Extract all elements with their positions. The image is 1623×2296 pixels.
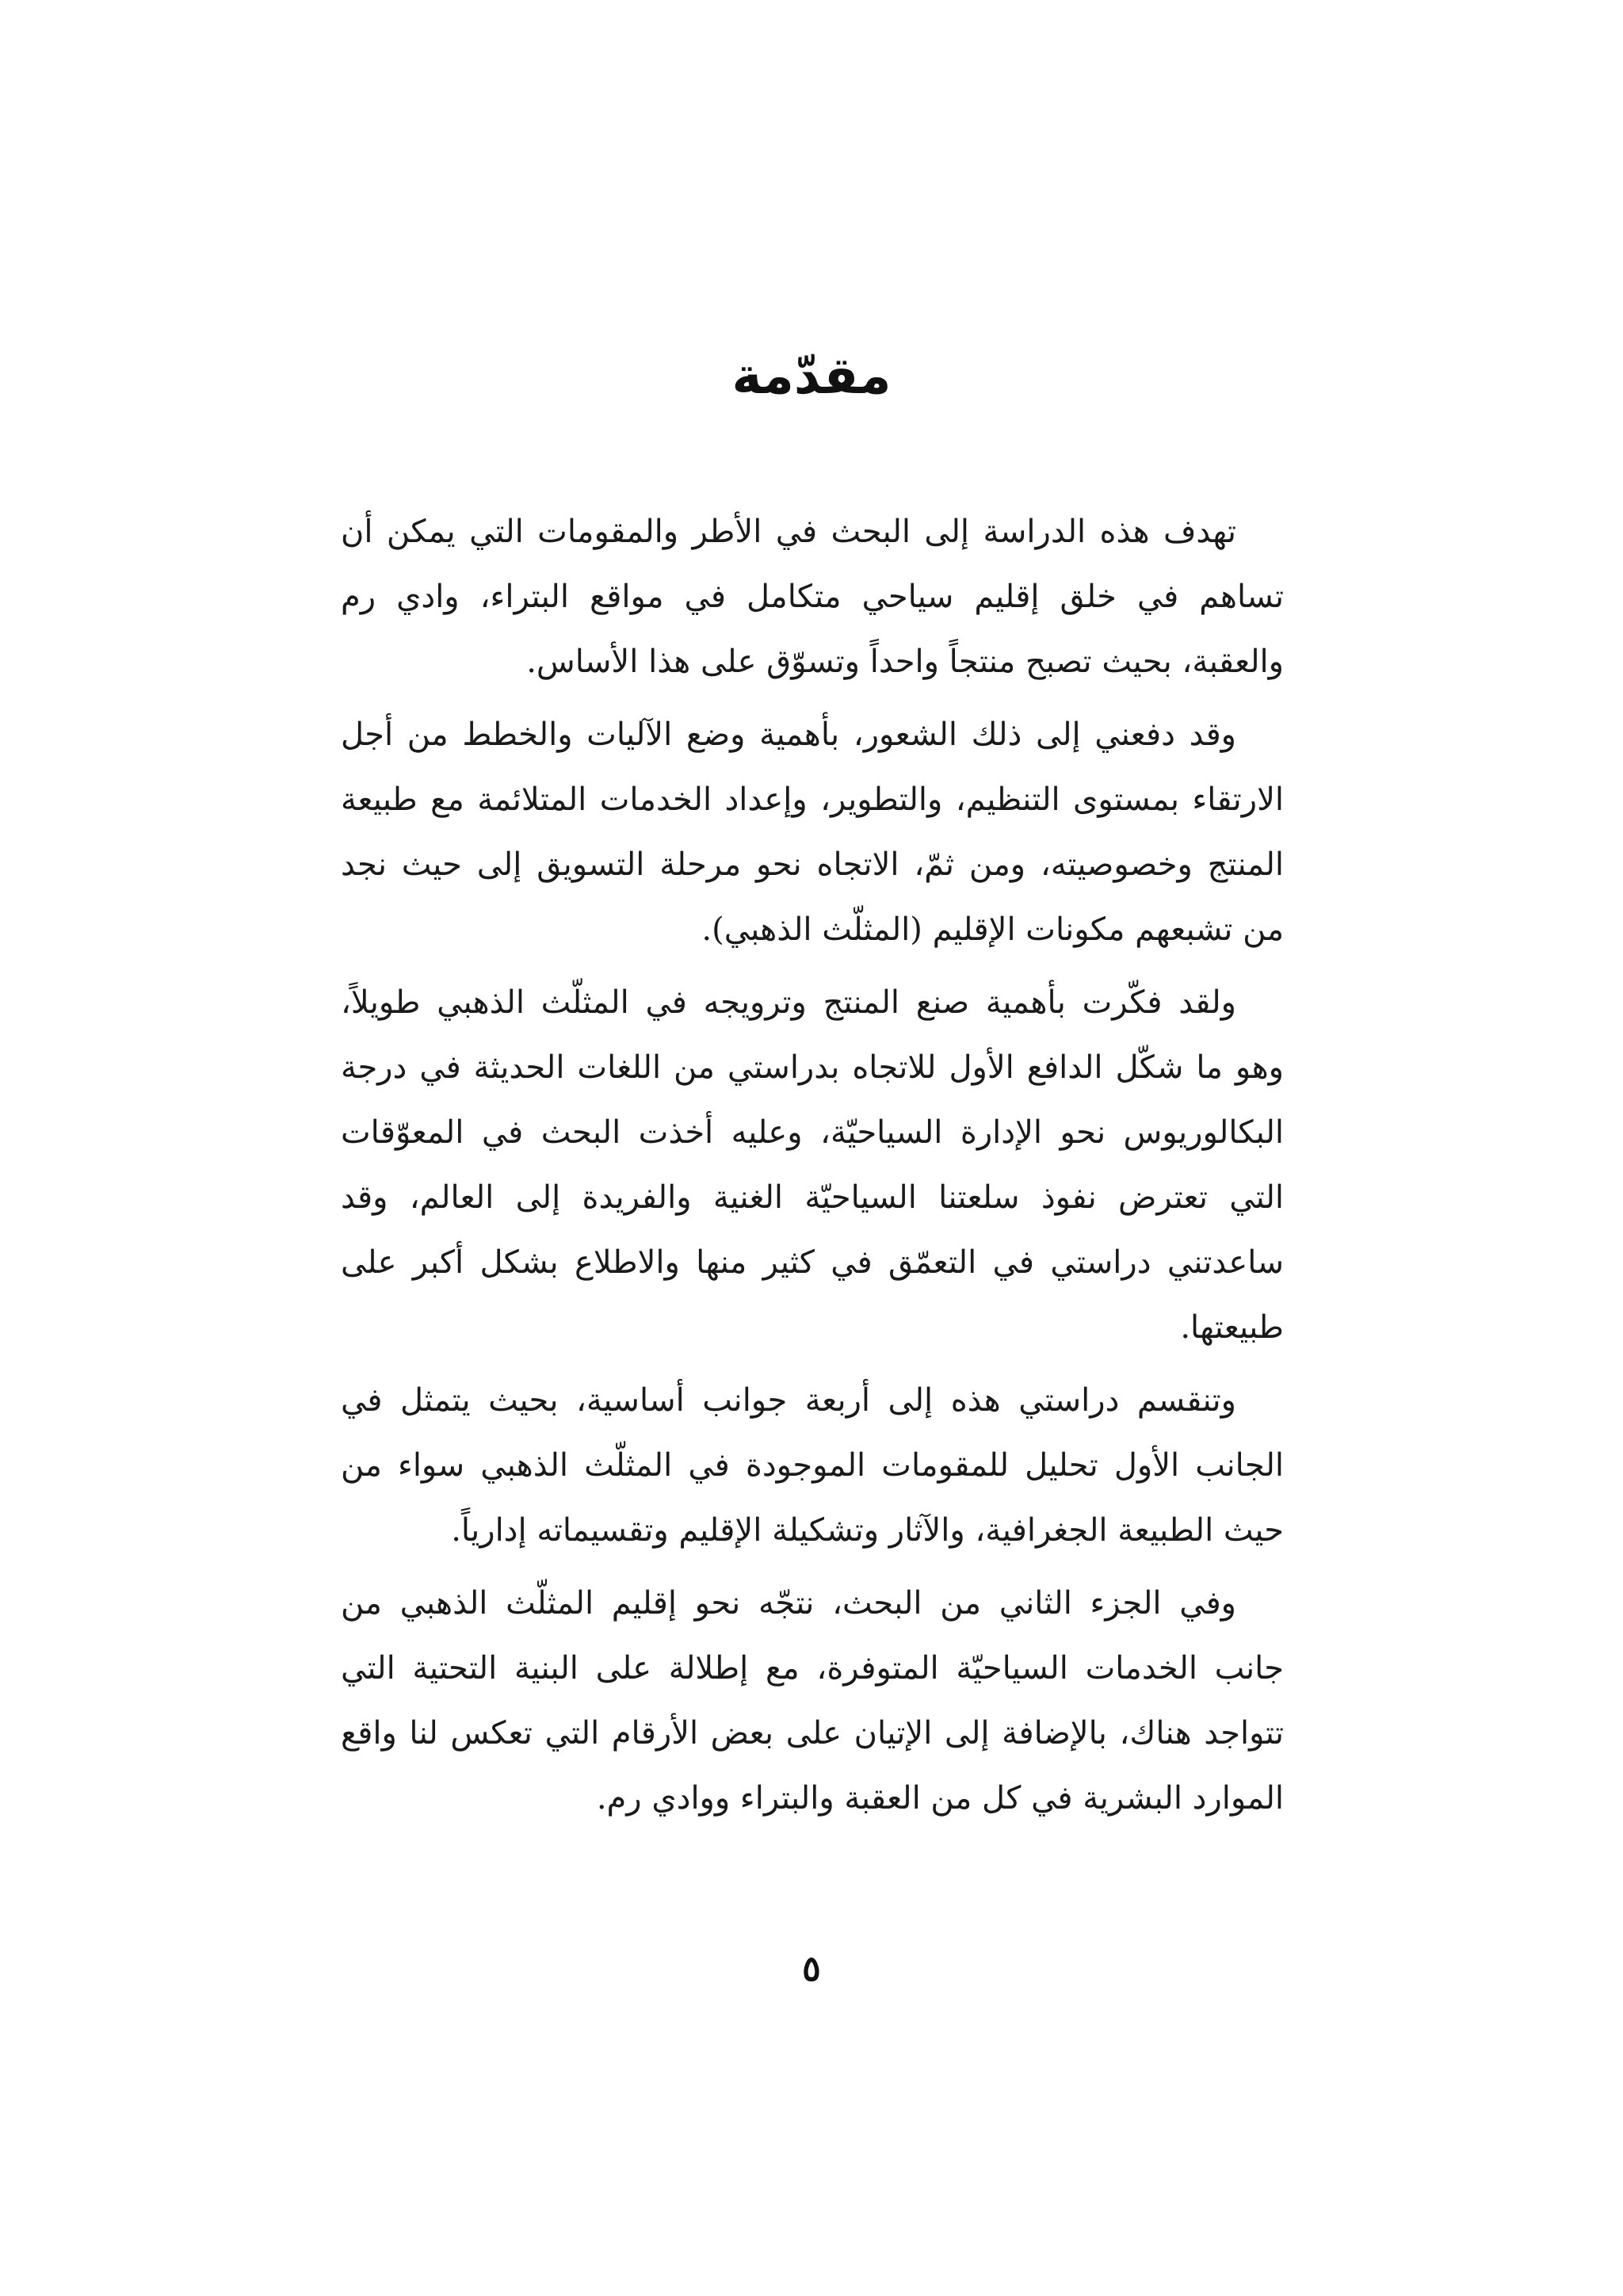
body-text [341, 499, 1284, 1839]
paragraph-1: تهدف هذه الدراسة إلى البحث في الأطر والمقومات التي يمكن أن تساهم في خلق إقليم سياحي متكامل في مواقع البتراء، وادي رم والعقبة، بحيث تصبح منتجاً واحداً وتسوّق على هذا الأساس. [341, 514, 1284, 680]
paragraph-4: وتنقسم دراستي هذه إلى أربعة جوانب أساسية، بحيث يتمثل في الجانب الأول تحليل للمقومات الموجودة في المثلّث الذهبي سواء من حيث الطبيعة الجغرافية، والآثار وتشكيلة الإقليم وتقسيماته إدارياً. [341, 1382, 1284, 1549]
page-number: ٥ [802, 1949, 821, 1989]
paragraph-5: وفي الجزء الثاني من البحث، نتجّه نحو إقليم المثلّث الذهبي من جانب الخدمات السياحيّة المتوفرة، مع إطلالة على البنية التحتية التي تتواجد هناك، بالإضافة إلى الإتيان على بعض الأرقام التي تعكس لنا واقع الموارد البشرية في كل من العقبة والبتراء ووادي رم. [341, 1585, 1284, 1817]
paragraph-3: ولقد فكّرت بأهمية صنع المنتج وترويجه في المثلّث الذهبي طويلاً، وهو ما شكّل الدافع الأول للاتجاه بدراستي من اللغات الحديثة في درجة البكالوريوس نحو الإدارة السياحيّة، وعليه أخذت البحث في المعوّقات التي تعترض نفوذ سلعتنا السياحيّة الغنية والفريدة إلى العالم، وقد ساعدتني دراستي في التعمّق في كثير منها والاطلاع بشكل أكبر على طبيعتها. [341, 984, 1284, 1346]
page-title: مقدّمة [731, 347, 892, 406]
paragraph-2: وقد دفعني إلى ذلك الشعور، بأهمية وضع الآليات والخطط من أجل الارتقاء بمستوى التنظيم، والتطوير، وإعداد الخدمات المتلائمة مع طبيعة المنتج وخصوصيته، ومن ثمّ، الاتجاه نحو مرحلة التسويق إلى حيث نجد من تشبعهم مكونات الإقليم (المثلّث الذهبي). [341, 716, 1284, 948]
